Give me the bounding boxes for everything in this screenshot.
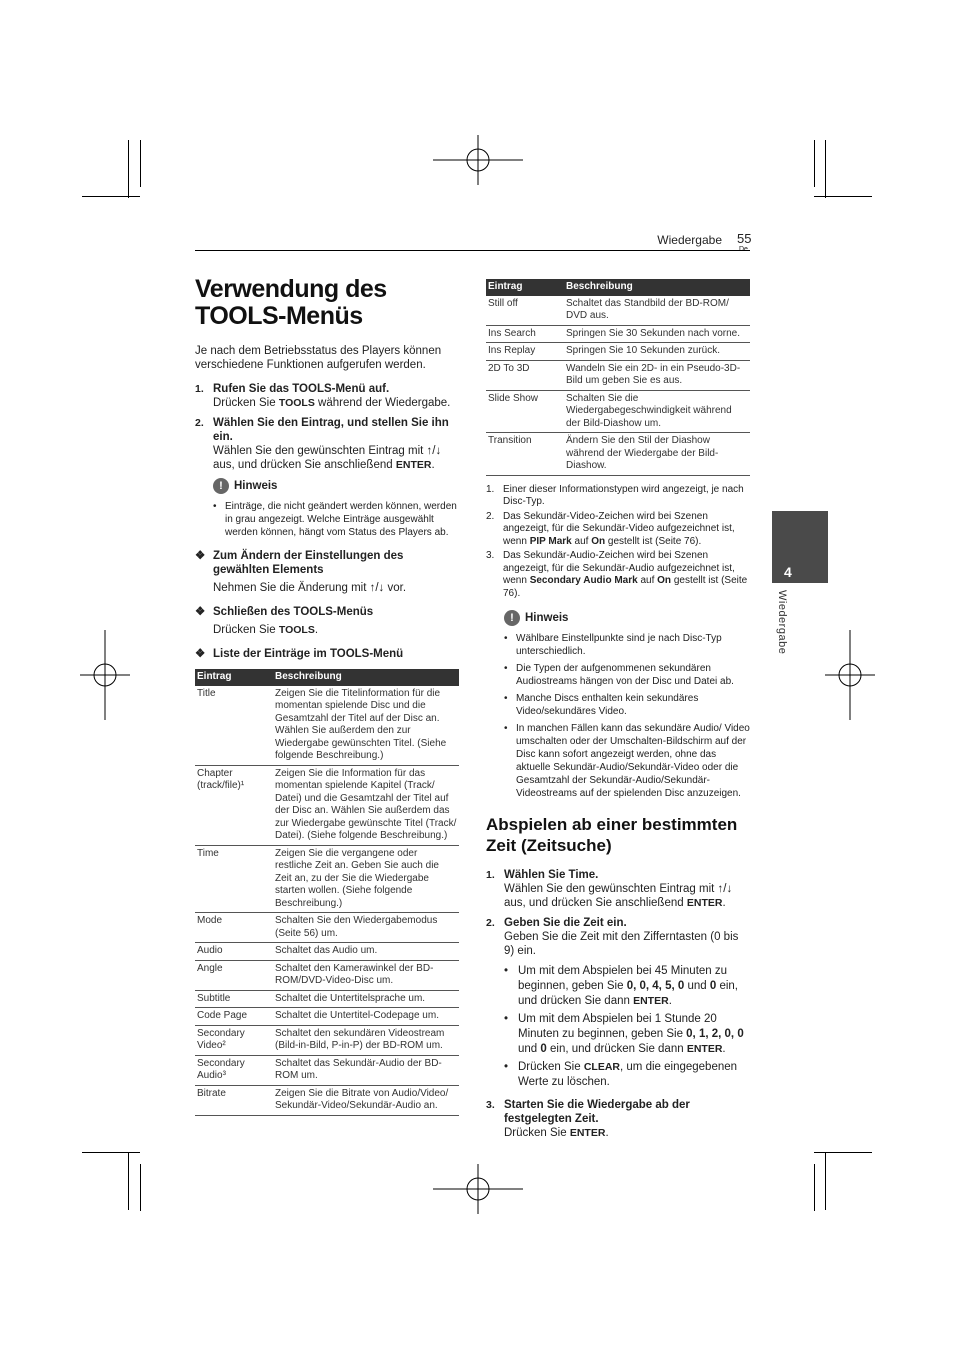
footnote-number: 2. — [486, 510, 495, 522]
registration-mark-icon — [433, 135, 523, 185]
description-cell: Zeigen Sie die Titelinformation für die momentan spielende Disc und die Gesamtzahl der Titel auf der Disc an. Wählen Sie außerdem den zur Wiedergabe gewünschten Titel. (Siehe folgende Beschreibung.) — [273, 686, 459, 766]
column-header-description: Beschreibung — [564, 279, 750, 296]
subheading-change — [195, 549, 459, 577]
digit-keys: 0, 0, 4, 5, 0 — [626, 980, 685, 992]
time-step-2 — [486, 916, 750, 958]
diamond-icon: ❖ — [195, 648, 206, 660]
step-title: Geben Sie die Zeit ein. — [504, 917, 627, 929]
key-enter: ENTER — [569, 1127, 606, 1139]
table-row — [195, 686, 459, 766]
key-clear: CLEAR — [583, 1061, 621, 1073]
chapter-number: 4 — [784, 564, 792, 580]
table-row — [195, 1085, 459, 1115]
bullet-icon: • — [504, 965, 509, 977]
footnote-number: 3. — [486, 550, 495, 561]
step-number: 2. — [486, 917, 495, 929]
example-item — [504, 1060, 750, 1090]
table-row — [486, 390, 750, 433]
example-text: Um mit dem Abspielen bei 1 Stunde 20 Minuten zu beginnen, geben Sie — [518, 1013, 717, 1040]
step-text: Wählen Sie den gewünschten Eintrag mit ↑/↓ aus, und drücken Sie anschließend — [504, 883, 733, 909]
entry-cell: Bitrate — [195, 1085, 273, 1115]
change-body: Nehmen Sie die Änderung mit ↑/↓ vor. — [213, 582, 407, 594]
table-row — [486, 296, 750, 326]
entry-cell: Title — [195, 686, 273, 766]
step-number: 3. — [486, 1099, 495, 1111]
crop-mark — [140, 140, 141, 187]
step-text: . — [722, 897, 726, 909]
footnote-text: Das Sekundär-Audio-Zeichen wird bei Szenen angezeigt, für die Sekundär-Audio aufgezeichnet ist, wenn — [503, 550, 735, 586]
crop-mark — [82, 1152, 140, 1153]
table-row — [195, 943, 459, 961]
footnote-text: gestellt ist (Seite 76). — [503, 575, 748, 599]
note-item — [504, 722, 750, 800]
footnote-2 — [486, 511, 750, 549]
bullet-icon: • — [504, 1061, 509, 1073]
digit-key: 0 — [540, 1043, 547, 1055]
column-header-description: Beschreibung — [273, 669, 459, 686]
exclamation-icon: ! — [504, 610, 520, 626]
footnote-text: auf — [637, 575, 658, 586]
left-column — [195, 276, 459, 1116]
note-text: Die Typen der aufgenommenen sekundären Audiostreams hängen von der Disc und Datei ab. — [516, 663, 734, 687]
bullet-icon: • — [504, 663, 508, 674]
chapter-label: Wiedergabe — [776, 590, 788, 655]
entry-cell: Subtitle — [195, 990, 273, 1008]
registration-mark-icon — [825, 630, 875, 720]
key-enter: ENTER — [395, 459, 432, 471]
description-cell: Zeigen Sie die vergangene oder restliche Zeit an. Geben Sie auch die Zeit an, zu der Sie die Wiedergabe starten wollen. (Siehe folgende Beschreibung.) — [273, 845, 459, 913]
table-row — [486, 360, 750, 390]
page-title: Verwendung des TOOLS-Menüs — [195, 275, 387, 330]
step-title: Starten Sie die Wiedergabe ab der festgelegten Zeit. — [504, 1099, 690, 1125]
body-text: Drücken Sie — [213, 624, 279, 636]
note-item — [504, 692, 750, 718]
description-cell: Schaltet die Untertitel-Codepage um. — [273, 1008, 459, 1026]
bullet-icon: • — [213, 501, 217, 512]
crop-mark — [814, 1164, 815, 1211]
footnote-1 — [486, 484, 750, 509]
table-row — [486, 433, 750, 476]
note-text: Wählbare Einstellpunkte sind je nach Disc-Typ unterschiedlich. — [516, 633, 722, 657]
crop-mark — [825, 1152, 826, 1210]
description-cell: Wandeln Sie ein 2D- in ein Pseudo-3D-Bild um geben Sie es aus. — [564, 360, 750, 390]
subheading-text: Liste der Einträge im TOOLS-Menü — [213, 648, 404, 660]
step-title: Wählen Sie den Eintrag, und stellen Sie ihn ein. — [213, 417, 449, 443]
registration-mark-icon — [433, 1164, 523, 1214]
exclamation-icon: ! — [213, 478, 229, 494]
right-column — [486, 279, 750, 1146]
note-text: In manchen Fällen kann das sekundäre Audio/ Video umschalten oder der Umschalten-Bildschirm auf der Disc kann sofort angezeigt werden, ohne das aktuelle Sekundär-Audio/Sekundär-Video oder die Gesamtzahl der Sekundär-Audio/Sekundär-Videostreams auf der spielenden Disc anzuzeigen. — [516, 723, 750, 799]
column-header-entry: Eintrag — [195, 669, 273, 686]
crop-mark — [128, 140, 129, 198]
key-enter: ENTER — [686, 1043, 723, 1055]
step-text: . — [431, 459, 435, 471]
note-text: Manche Discs enthalten kein sekundäres Video/sekundäres Video. — [516, 693, 699, 717]
note-item — [504, 662, 750, 688]
example-text: ein, und drücken Sie dann — [546, 1043, 687, 1055]
crop-mark — [814, 196, 872, 197]
body-text: . — [314, 624, 319, 636]
header-section: Wiedergabe — [657, 233, 722, 247]
note-item — [504, 632, 750, 658]
tools-table-continued — [486, 279, 750, 476]
bullet-icon: • — [504, 693, 508, 704]
table-row — [195, 913, 459, 943]
example-text: und — [684, 980, 710, 992]
footnote-text: Einer dieser Informationstypen wird angezeigt, je nach Disc-Typ. — [503, 483, 744, 507]
table-row — [195, 1055, 459, 1085]
entry-cell: Code Page — [195, 1008, 273, 1026]
step-text: Drücken Sie — [504, 1127, 570, 1139]
subheading-text: Zum Ändern der Einstellungen des gewählten Elements — [213, 550, 404, 576]
intro-text: Je nach dem Betriebsstatus des Players können verschiedene Funktionen aufgerufen werden. — [195, 345, 442, 371]
example-text: . — [722, 1043, 726, 1055]
example-item — [504, 1012, 750, 1057]
table-row — [486, 343, 750, 361]
note-heading — [504, 610, 750, 626]
chapter-tab — [772, 511, 828, 583]
key-tools: TOOLS — [278, 397, 315, 409]
description-cell: Schalten Sie die Wiedergabegeschwindigkeit während der Bild-Diashow um. — [564, 390, 750, 433]
crop-mark — [825, 140, 826, 198]
step-1 — [195, 382, 459, 410]
section-heading: Abspielen ab einer bestimmten Zeit (Zeitsuche) — [486, 815, 738, 855]
description-cell: Springen Sie 30 Sekunden nach vorne. — [564, 325, 750, 343]
time-step-1 — [486, 868, 750, 910]
description-cell: Zeigen Sie die Bitrate von Audio/Video/ Sekundär-Video/Sekundär-Audio an. — [273, 1085, 459, 1115]
footnote-number: 1. — [486, 483, 495, 495]
step-body — [504, 882, 750, 910]
step-body — [504, 1126, 750, 1140]
entry-cell: Secondary Video² — [195, 1025, 273, 1055]
digit-key: 0 — [737, 1028, 744, 1040]
step-title: Wählen Sie Time. — [504, 869, 599, 881]
digit-keys: 0, 1, 2, 0, — [686, 1028, 735, 1040]
table-row — [486, 325, 750, 343]
description-cell: Schaltet den Kamerawinkel der BD-ROM/DVD-Video-Disc um. — [273, 960, 459, 990]
setting-name: PIP Mark — [529, 535, 572, 547]
entry-cell: Audio — [195, 943, 273, 961]
step-number: 2. — [195, 417, 204, 429]
step-body — [213, 444, 459, 472]
digit-key: 0 — [709, 980, 717, 992]
footnote-text: auf — [571, 535, 592, 547]
registration-mark-icon — [80, 630, 130, 720]
example-text: , um die eingegebenen Werte zu löschen. — [518, 1061, 738, 1088]
key-enter: ENTER — [686, 897, 723, 909]
description-cell: Schaltet das Audio um. — [273, 943, 459, 961]
note-item — [213, 500, 459, 539]
step-2 — [195, 416, 459, 472]
bullet-icon: • — [504, 633, 508, 644]
step-text: . — [605, 1127, 609, 1139]
note-title: Hinweis — [525, 612, 569, 624]
key-enter: ENTER — [633, 995, 669, 1007]
footnote-text: gestellt ist (Seite 76). — [605, 535, 702, 547]
description-cell: Schaltet das Sekundär-Audio der BD-ROM um. — [273, 1055, 459, 1085]
example-text: Um mit dem Abspielen bei 45 Minuten zu beginnen, geben Sie — [518, 965, 728, 992]
step-text: während der Wiedergabe. — [314, 397, 451, 409]
table-row — [195, 1008, 459, 1026]
entry-cell: Ins Search — [486, 325, 564, 343]
table-row — [195, 990, 459, 1008]
description-cell: Springen Sie 10 Sekunden zurück. — [564, 343, 750, 361]
crop-mark — [140, 1164, 141, 1211]
entry-cell: 2D To 3D — [486, 360, 564, 390]
description-cell: Schaltet die Untertitelsprache um. — [273, 990, 459, 1008]
crop-mark — [814, 140, 815, 187]
crop-mark — [82, 196, 140, 197]
entry-cell: Mode — [195, 913, 273, 943]
example-text: und — [518, 1043, 541, 1055]
example-text: Drücken Sie — [518, 1061, 584, 1073]
table-row — [195, 1025, 459, 1055]
key-tools: TOOLS — [278, 624, 315, 636]
subheading-text: Schließen des TOOLS-Menüs — [213, 606, 374, 618]
note-heading — [213, 478, 459, 494]
step-title: Rufen Sie das TOOLS-Menü auf. — [213, 383, 390, 395]
diamond-icon: ❖ — [195, 606, 206, 618]
setting-name: Secondary Audio Mark — [529, 575, 638, 586]
description-cell: Zeigen Sie die Information für das momentan spielende Kapitel (Track/ Datei) und die Gesamtzahl der Titel auf der Disc an. Wählen Sie außerdem das zur Wiedergabe gewünschte Titel (Track/ Datei). (Siehe folgende Beschreibung.) — [273, 765, 459, 845]
header-rule — [195, 250, 750, 251]
table-row — [195, 765, 459, 845]
bullet-icon: • — [504, 1013, 509, 1025]
example-item — [504, 964, 750, 1009]
tools-table — [195, 669, 459, 1116]
subheading-list — [195, 647, 459, 661]
note-title: Hinweis — [234, 480, 278, 492]
note-text: Einträge, die nicht geändert werden können, werden in grau angezeigt. Welche Einträge ausgewählt werden können, hängt vom Status des Players ab. — [225, 501, 457, 538]
subheading-close — [195, 605, 459, 619]
crop-mark — [128, 1152, 129, 1210]
entry-cell: Ins Replay — [486, 343, 564, 361]
description-cell: Schalten Sie den Wiedergabemodus (Seite 56) um. — [273, 913, 459, 943]
entry-cell: Angle — [195, 960, 273, 990]
table-row — [195, 845, 459, 913]
entry-cell: Transition — [486, 433, 564, 476]
column-header-entry: Eintrag — [486, 279, 564, 296]
example-text: . — [668, 995, 672, 1007]
close-body — [213, 623, 459, 637]
description-cell: Schaltet den sekundären Videostream (Bild-in-Bild, P-in-P) der BD-ROM um. — [273, 1025, 459, 1055]
entry-cell: Still off — [486, 296, 564, 326]
setting-value: On — [591, 535, 606, 547]
entry-cell: Time — [195, 845, 273, 913]
step-body: Geben Sie die Zeit mit den Zifferntasten (0 bis 9) ein. — [504, 931, 739, 957]
setting-value: On — [657, 575, 672, 586]
step-body — [213, 396, 459, 410]
step-number: 1. — [195, 383, 204, 395]
step-text: Wählen Sie den gewünschten Eintrag mit ↑/↓ aus, und drücken Sie anschließend — [213, 445, 442, 471]
example-text: ein, und drücken Sie dann — [518, 980, 738, 1007]
entry-cell: Slide Show — [486, 390, 564, 433]
description-cell: Ändern Sie den Stil der Diashow während der Wiedergabe der Bild-Diashow. — [564, 433, 750, 476]
crop-mark — [814, 1152, 872, 1153]
bullet-icon: • — [504, 723, 508, 734]
entry-cell: Chapter (track/file)¹ — [195, 765, 273, 845]
page-number: 55 — [737, 231, 752, 246]
diamond-icon: ❖ — [195, 550, 206, 562]
footnote-text: Das Sekundär-Video-Zeichen wird bei Szenen angezeigt, für die Sekundär-Video aufgezeichnet ist, wenn — [503, 510, 735, 547]
table-row — [195, 960, 459, 990]
footnote-3 — [486, 550, 750, 600]
entry-cell: Secondary Audio³ — [195, 1055, 273, 1085]
time-step-3 — [486, 1098, 750, 1140]
step-number: 1. — [486, 869, 495, 881]
description-cell: Schaltet das Standbild der BD-ROM/ DVD aus. — [564, 296, 750, 326]
step-text: Drücken Sie — [213, 397, 279, 409]
